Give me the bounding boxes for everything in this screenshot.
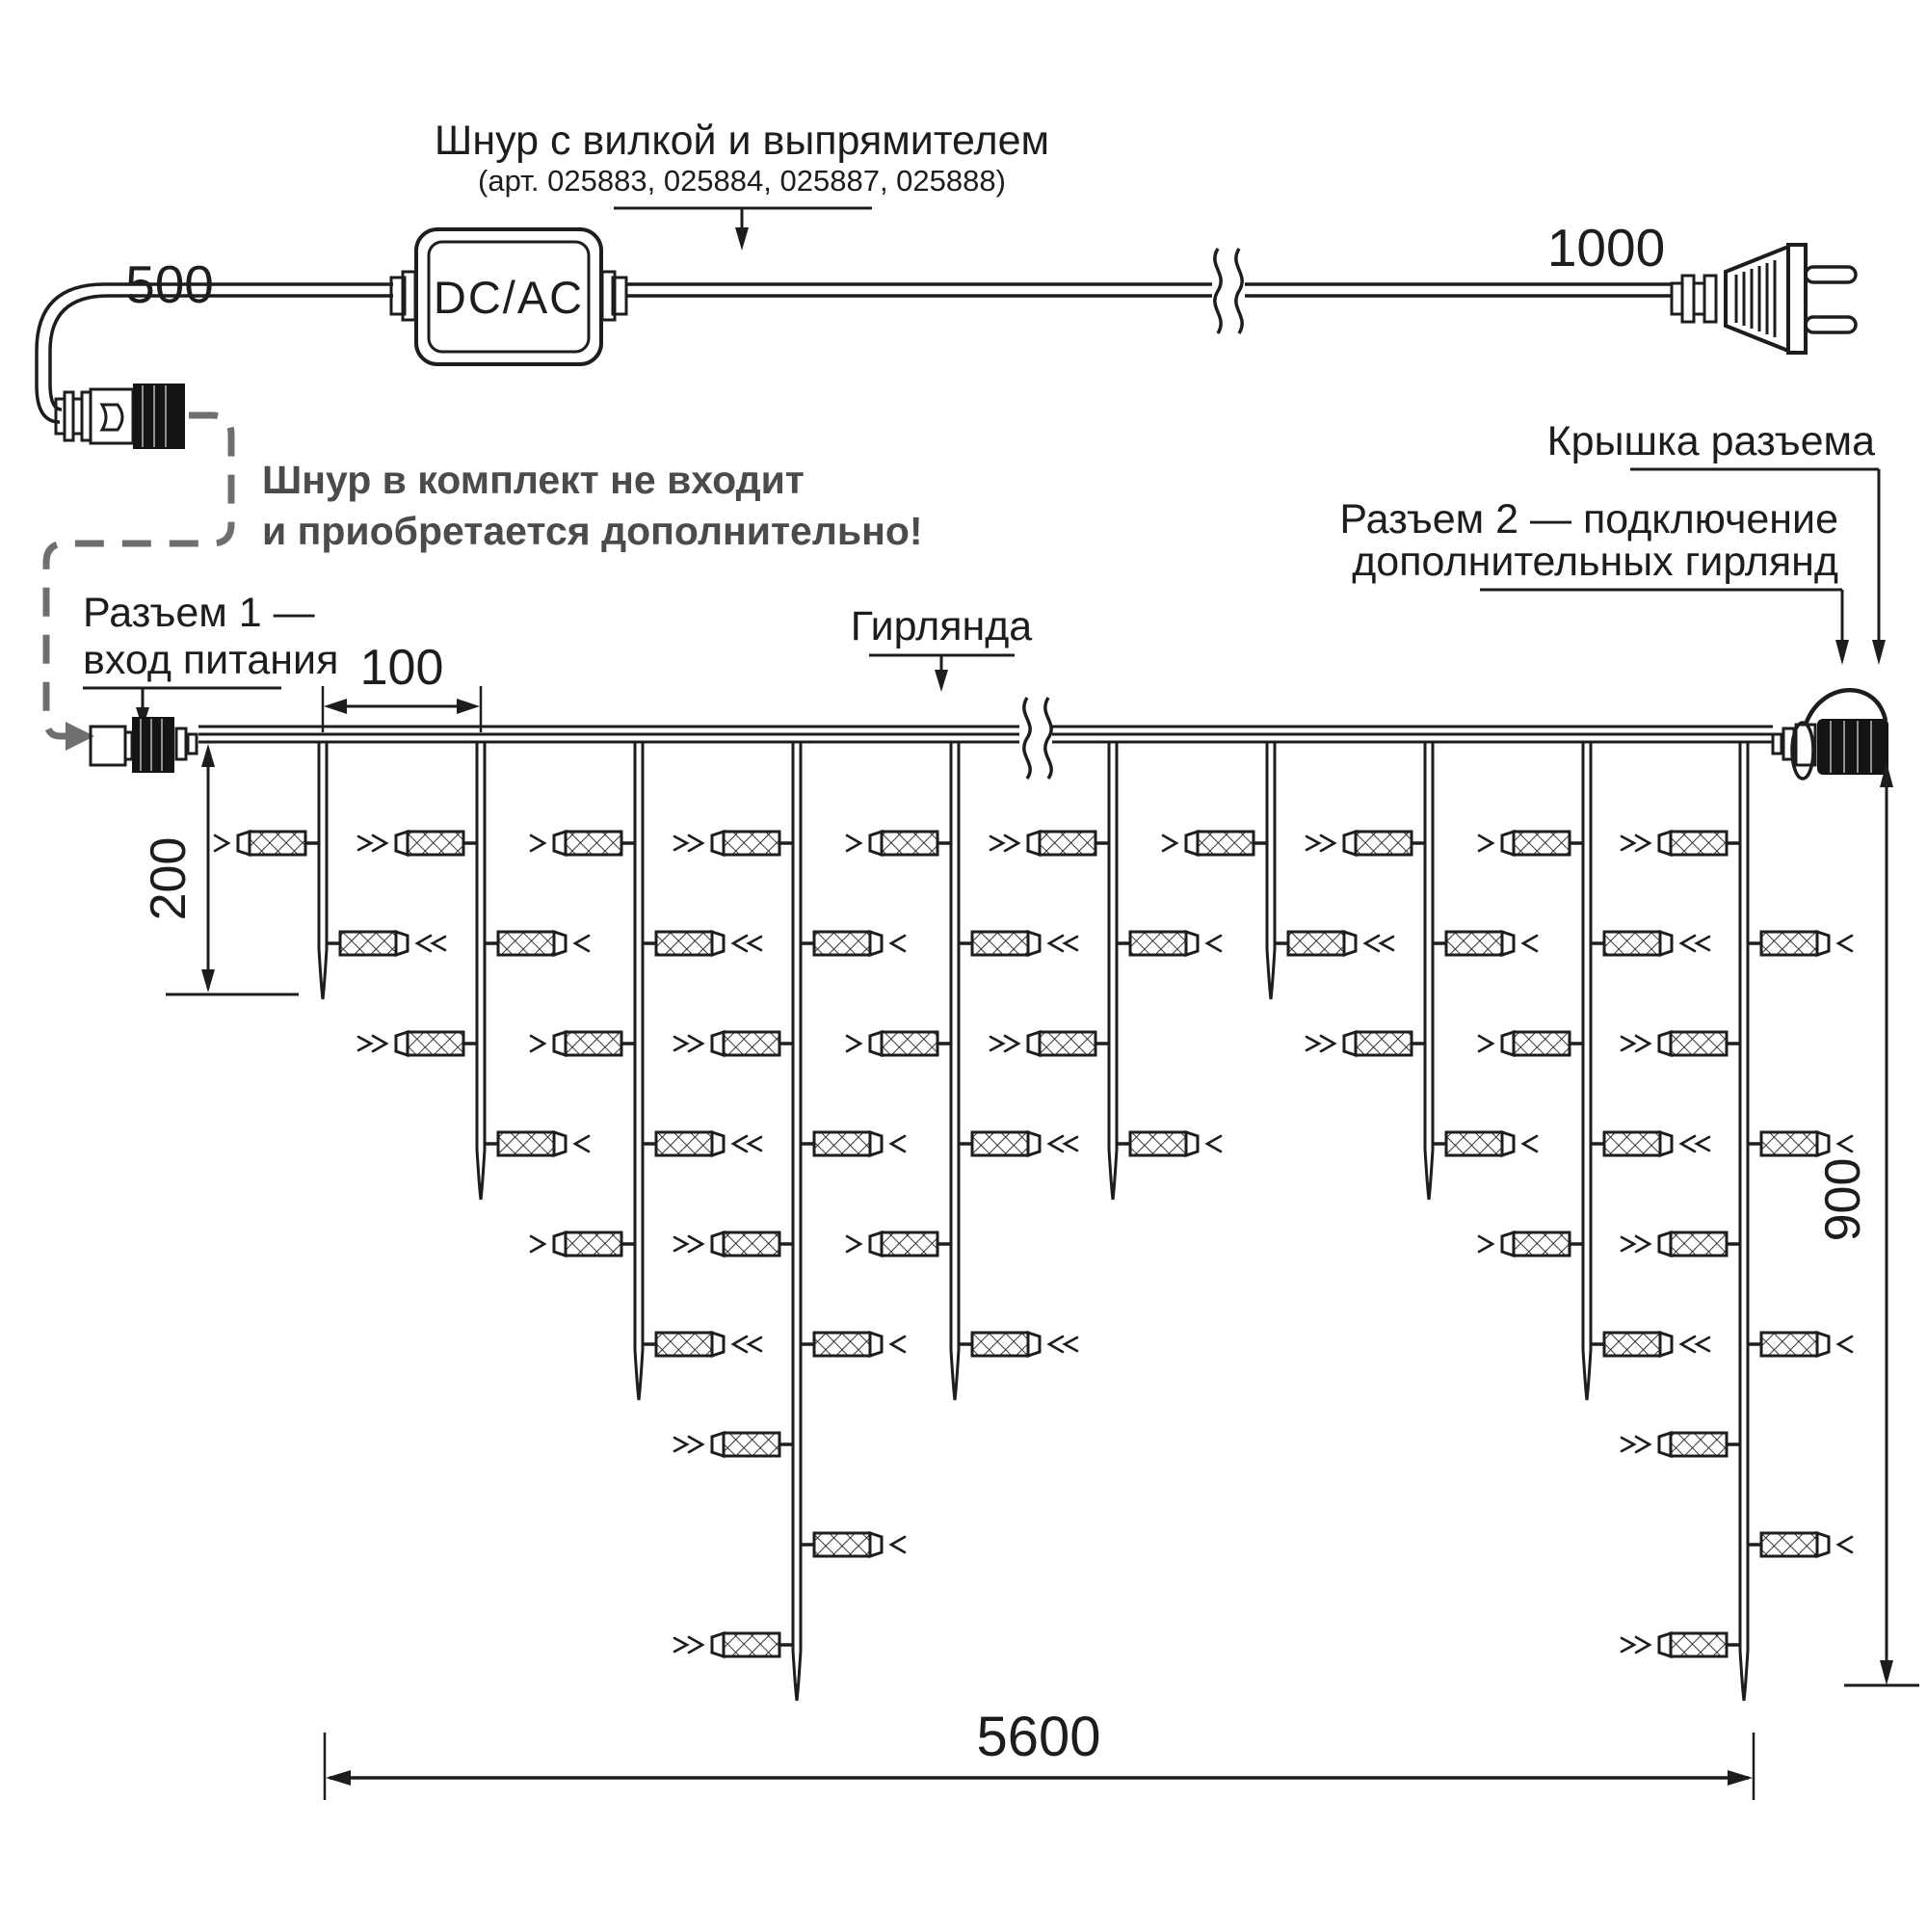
lamp-icon — [1117, 1132, 1221, 1155]
lamp-icon — [327, 932, 445, 955]
strand — [674, 742, 905, 1701]
lamp-icon — [1163, 832, 1267, 855]
connector2-arrow-icon — [1835, 640, 1849, 665]
dim-5600-group — [325, 1706, 1754, 1800]
cord-note — [262, 458, 923, 553]
cord-note-line1: Шнур в комплект не входит — [262, 458, 805, 502]
lamp-icon — [990, 1032, 1109, 1055]
lamp-icon — [1591, 932, 1709, 955]
lamp-icon — [643, 932, 761, 955]
wire-break-icon — [1019, 698, 1052, 779]
lamp-icon — [1479, 1032, 1583, 1055]
lamp-icon — [1622, 1633, 1740, 1656]
strand — [358, 742, 589, 1200]
lamp-icon — [358, 832, 477, 855]
lamp-icon — [959, 1333, 1077, 1356]
adapter-box — [391, 229, 626, 364]
strand — [215, 742, 445, 999]
lamp-icon — [674, 1633, 793, 1656]
garland-strands — [215, 742, 1852, 1701]
lamp-icon — [358, 1032, 477, 1055]
garland-label: Гирлянда — [850, 603, 1033, 649]
lamp-icon — [1622, 1433, 1740, 1456]
lamp-icon — [531, 1032, 635, 1055]
connector1-line2: вход питания — [83, 637, 339, 683]
connector2-callout — [1339, 496, 1849, 665]
lamp-icon — [1748, 1533, 1852, 1556]
dim-200-group — [141, 744, 299, 994]
cord-break-icon — [1212, 249, 1245, 333]
lamp-icon — [215, 832, 319, 855]
power-cord-connector-icon — [56, 384, 185, 449]
lamp-icon — [1433, 932, 1537, 955]
strand — [1307, 742, 1537, 1200]
cord-callout-arrow-icon — [735, 227, 749, 251]
lamp-icon — [801, 1533, 905, 1556]
connector2-line1: Разъем 2 — подключение — [1339, 496, 1838, 543]
dim-5600: 5600 — [976, 1706, 1101, 1768]
cord-articles: (арт. 025883, 025884, 025887, 025888) — [478, 164, 1006, 198]
lamp-icon — [531, 832, 635, 855]
lamp-icon — [643, 1132, 761, 1155]
lamp-icon — [990, 832, 1109, 855]
lamp-icon — [1748, 1132, 1852, 1155]
lamp-icon — [959, 1132, 1077, 1155]
lamp-icon — [1748, 932, 1852, 955]
lamp-icon — [847, 1032, 951, 1055]
lamp-icon — [674, 1433, 793, 1456]
lamp-icon — [847, 1232, 951, 1256]
garland-arrow-icon — [935, 670, 948, 692]
lamp-icon — [1748, 1333, 1852, 1356]
garland-input-connector-icon — [91, 717, 197, 773]
lamp-icon — [1433, 1132, 1537, 1155]
lamp-icon — [1307, 832, 1425, 855]
lamp-icon — [1591, 1333, 1709, 1356]
lamp-icon — [531, 1232, 635, 1256]
lamp-icon — [1479, 832, 1583, 855]
lamp-icon — [1622, 832, 1740, 855]
dim-100-group — [323, 640, 481, 732]
dashed-route — [46, 415, 231, 751]
lamp-icon — [847, 832, 951, 855]
lamp-icon — [801, 1333, 905, 1356]
lamp-icon — [485, 932, 589, 955]
lamp-icon — [801, 1132, 905, 1155]
power-cord — [626, 249, 1672, 333]
lamp-icon — [1622, 1032, 1740, 1055]
lamp-icon — [674, 1232, 793, 1256]
lamp-icon — [1591, 1132, 1709, 1155]
lamp-icon — [485, 1132, 589, 1155]
connector1-callout — [83, 590, 338, 728]
cord-title: Шнур с вилкой и выпрямителем — [434, 118, 1050, 164]
lamp-icon — [1622, 1232, 1740, 1256]
power-plug-icon — [1672, 245, 1856, 353]
connector2-line2: дополнительных гирлянд — [1352, 539, 1838, 585]
lamp-icon — [1307, 1032, 1425, 1055]
main-wire — [198, 727, 1773, 742]
connector1-line1: Разъем 1 — — [83, 590, 315, 636]
cover-arrow-icon — [1872, 640, 1886, 665]
cord-note-line2: и приобретается дополнительно! — [262, 509, 923, 553]
lamp-icon — [643, 1333, 761, 1356]
garland-output-connector-icon — [1773, 690, 1888, 779]
lamp-icon — [801, 932, 905, 955]
lamp-icon — [674, 1032, 793, 1055]
lamp-icon — [1479, 1232, 1583, 1256]
lamp-icon — [959, 932, 1077, 955]
lamp-icon — [1117, 932, 1221, 955]
cover-label: Крышка разъема — [1546, 418, 1875, 464]
lamp-icon — [674, 832, 793, 855]
adapter-label: DC/AC — [433, 272, 585, 323]
strand — [1163, 742, 1393, 999]
dim-200: 200 — [141, 836, 197, 921]
dim-100: 100 — [359, 640, 444, 696]
garland-callout — [851, 603, 1033, 692]
dim-900: 900 — [1815, 1157, 1871, 1242]
dim-900-group — [1815, 762, 1919, 1685]
dim-1000: 1000 — [1546, 218, 1666, 278]
dim-500: 500 — [125, 254, 214, 314]
lamp-icon — [1275, 932, 1393, 955]
